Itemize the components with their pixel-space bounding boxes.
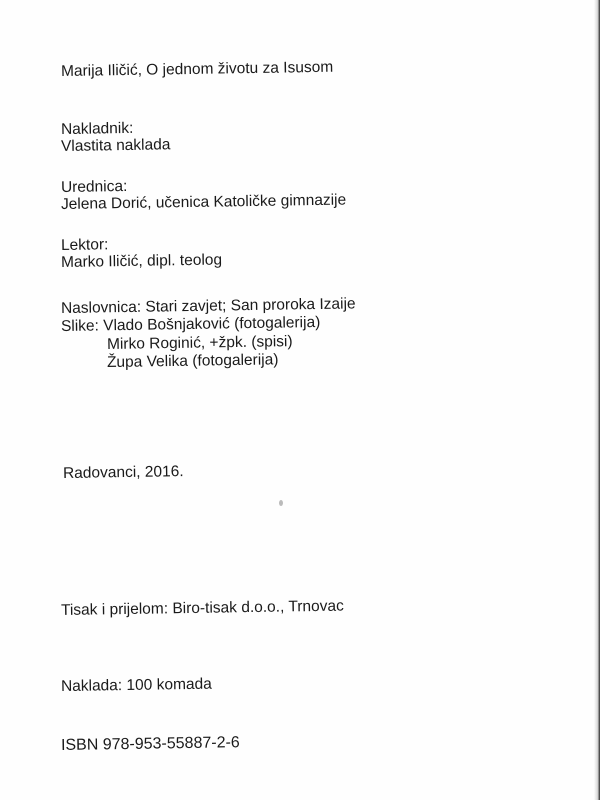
isbn-line: ISBN 978-953-55887-2-6 bbox=[60, 734, 240, 754]
place-year: Radovanci, 2016. bbox=[62, 463, 184, 482]
cover-line: Naslovnica: Stari zavjet; San proroka Izaije bbox=[60, 295, 356, 317]
images-line-3: Župa Velika (fotogalerija) bbox=[106, 351, 279, 371]
book-title-line: Marija Iličić, O jednom životu za Isusom bbox=[60, 58, 334, 80]
edition-line: Naklada: 100 komada bbox=[60, 675, 212, 695]
editor-value: Jelena Dorić, učenica Katoličke gimnazije bbox=[60, 191, 347, 213]
proofreader-label: Lektor: bbox=[60, 236, 109, 254]
proofreader-value: Marko Iličić, dipl. teolog bbox=[60, 251, 223, 271]
scan-edge-shadow bbox=[594, 0, 600, 800]
publisher-label: Nakladnik: bbox=[60, 119, 134, 138]
paper-speck bbox=[279, 500, 283, 506]
editor-label: Urednica: bbox=[60, 177, 128, 196]
publisher-value: Vlastita naklada bbox=[60, 136, 171, 155]
images-line-2: Mirko Roginić, +žpk. (spisi) bbox=[106, 333, 293, 353]
images-line-1: Slike: Vlado Bošnjaković (fotogalerija) bbox=[60, 313, 321, 335]
print-line: Tisak i prijelom: Biro-tisak d.o.o., Trnovac bbox=[60, 597, 344, 619]
